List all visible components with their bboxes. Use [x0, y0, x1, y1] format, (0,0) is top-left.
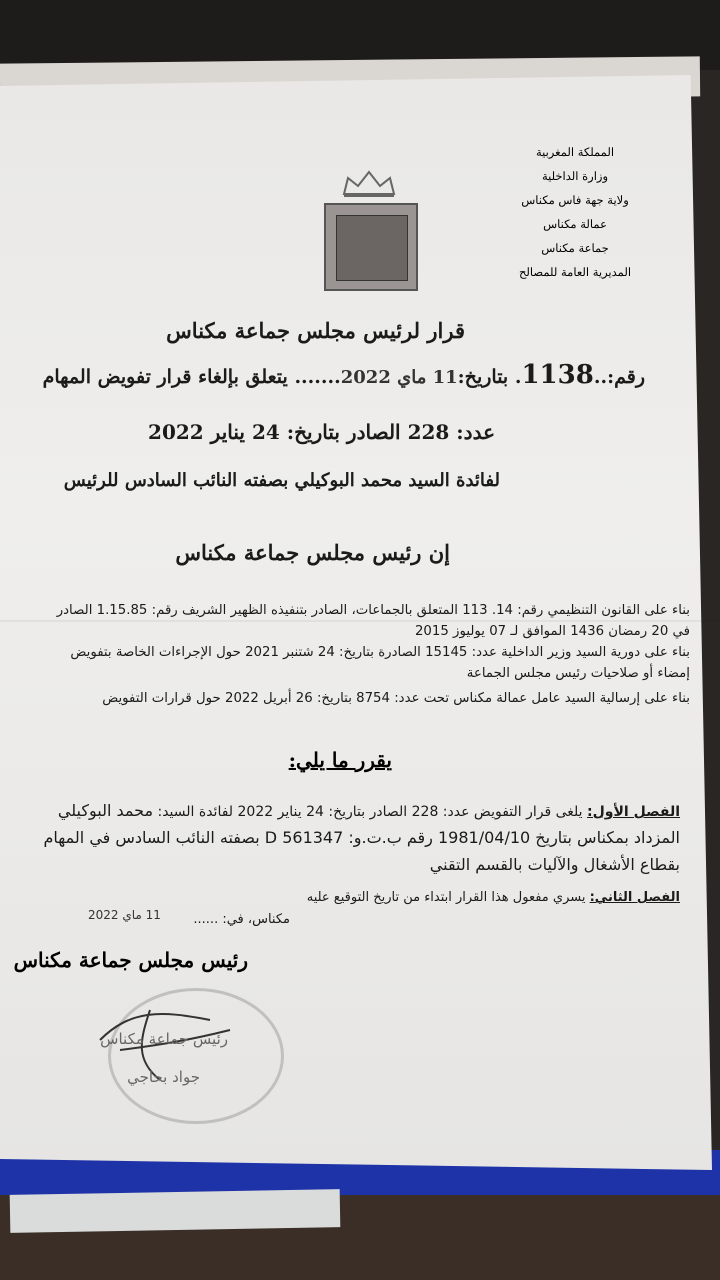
article-1: [40, 798, 680, 879]
reference-date-stamp: 11 ماي 2022: [340, 367, 458, 388]
emblem-inner: [336, 215, 408, 281]
letterhead-line: المديرية العامة للمصالح: [518, 265, 632, 279]
paper-under-bottom: [10, 1189, 341, 1233]
signatory-title: رئيس مجلس جماعة مكناس: [13, 948, 248, 972]
decision-title: قرار لرئيس مجلس جماعة مكناس: [166, 318, 465, 343]
stamp-title: رئيس جماعة مكناس: [100, 1030, 228, 1048]
crown-icon: [340, 168, 398, 198]
signature-date-stamp: 11 ماي 2022: [88, 908, 161, 922]
reference-subject: يتعلق بإلغاء قرار تفويض المهام: [42, 366, 288, 388]
letterhead-line: عمالة مكناس: [543, 217, 607, 231]
consideration-2: بناء على دورية السيد وزير الداخلية عدد: 15145 الصادرة بتاريخ: 24 شتنبر 2021 حول الإجراءات الخاصة بتفويض إمضاء أو صلاحيات رئيس مجلس الجماعة: [70, 645, 690, 681]
stamp-name: جواد بحاجي: [127, 1068, 200, 1086]
article-1-details: محمد البوكيلي المزداد بمكناس بتاريخ 1981/04/10 رقم ب.ت.و: D 561347 بصفته النائب السادس في المهام بقطاع الأشغال والآليات بالقسم التقني: [43, 801, 680, 874]
article-2: [40, 890, 680, 905]
letterhead: [475, 140, 675, 284]
article-1-text: يلغى قرار التفويض عدد: 228 الصادر بتاريخ: 24 يناير 2022 لفائدة السيد:: [157, 804, 583, 820]
letterhead-line: وزارة الداخلية: [541, 169, 609, 183]
reference-line: رقم:..1138. بتاريخ:11 ماي 2022....... يتعلق بإلغاء قرار تفويض المهام: [42, 360, 645, 390]
letterhead-line: جماعة مكناس: [541, 241, 609, 255]
revoked-decision-reference: عدد: 228 الصادر بتاريخ: 24 يناير 2022: [148, 420, 495, 444]
article-1-label: الفصل الأول:: [587, 804, 680, 820]
article-2-text: يسري مفعول هذا القرار ابتداء من تاريخ التوقيع عليه: [306, 890, 586, 905]
consideration-3: بناء على إرسالية السيد عامل عمالة مكناس تحت عدد: 8754 بتاريخ: 26 أبريل 2022 حول قرارات التفويض: [102, 691, 690, 706]
consideration-1: بناء على القانون التنظيمي رقم: 14. 113 المتعلق بالجماعات، الصادر بتنفيذه الظهير الشريف رقم: 1.15.85 الصادر في 20 رمضان 1436 الموافق لـ 07 يوليوز 2015: [56, 603, 690, 639]
letterhead-line: المملكة المغربية: [535, 145, 615, 159]
preamble-heading: إن رئيس مجلس جماعة مكناس: [175, 540, 450, 565]
place-and-date: مكناس، في: ......: [193, 912, 290, 927]
reference-number-label: رقم:..: [593, 366, 645, 388]
letterhead-line: ولاية جهة فاس مكناس: [521, 193, 629, 207]
reference-date-label: . بتاريخ:: [457, 366, 522, 388]
beneficiary-line: لفائدة السيد محمد البوكيلي بصفته النائب السادس للرئيس: [63, 470, 500, 491]
article-2-label: الفصل الثاني:: [589, 890, 680, 905]
reference-number: 1138: [521, 360, 594, 390]
coat-of-arms-emblem: [324, 203, 418, 291]
decides-heading: يقرر ما يلي:: [288, 748, 392, 772]
